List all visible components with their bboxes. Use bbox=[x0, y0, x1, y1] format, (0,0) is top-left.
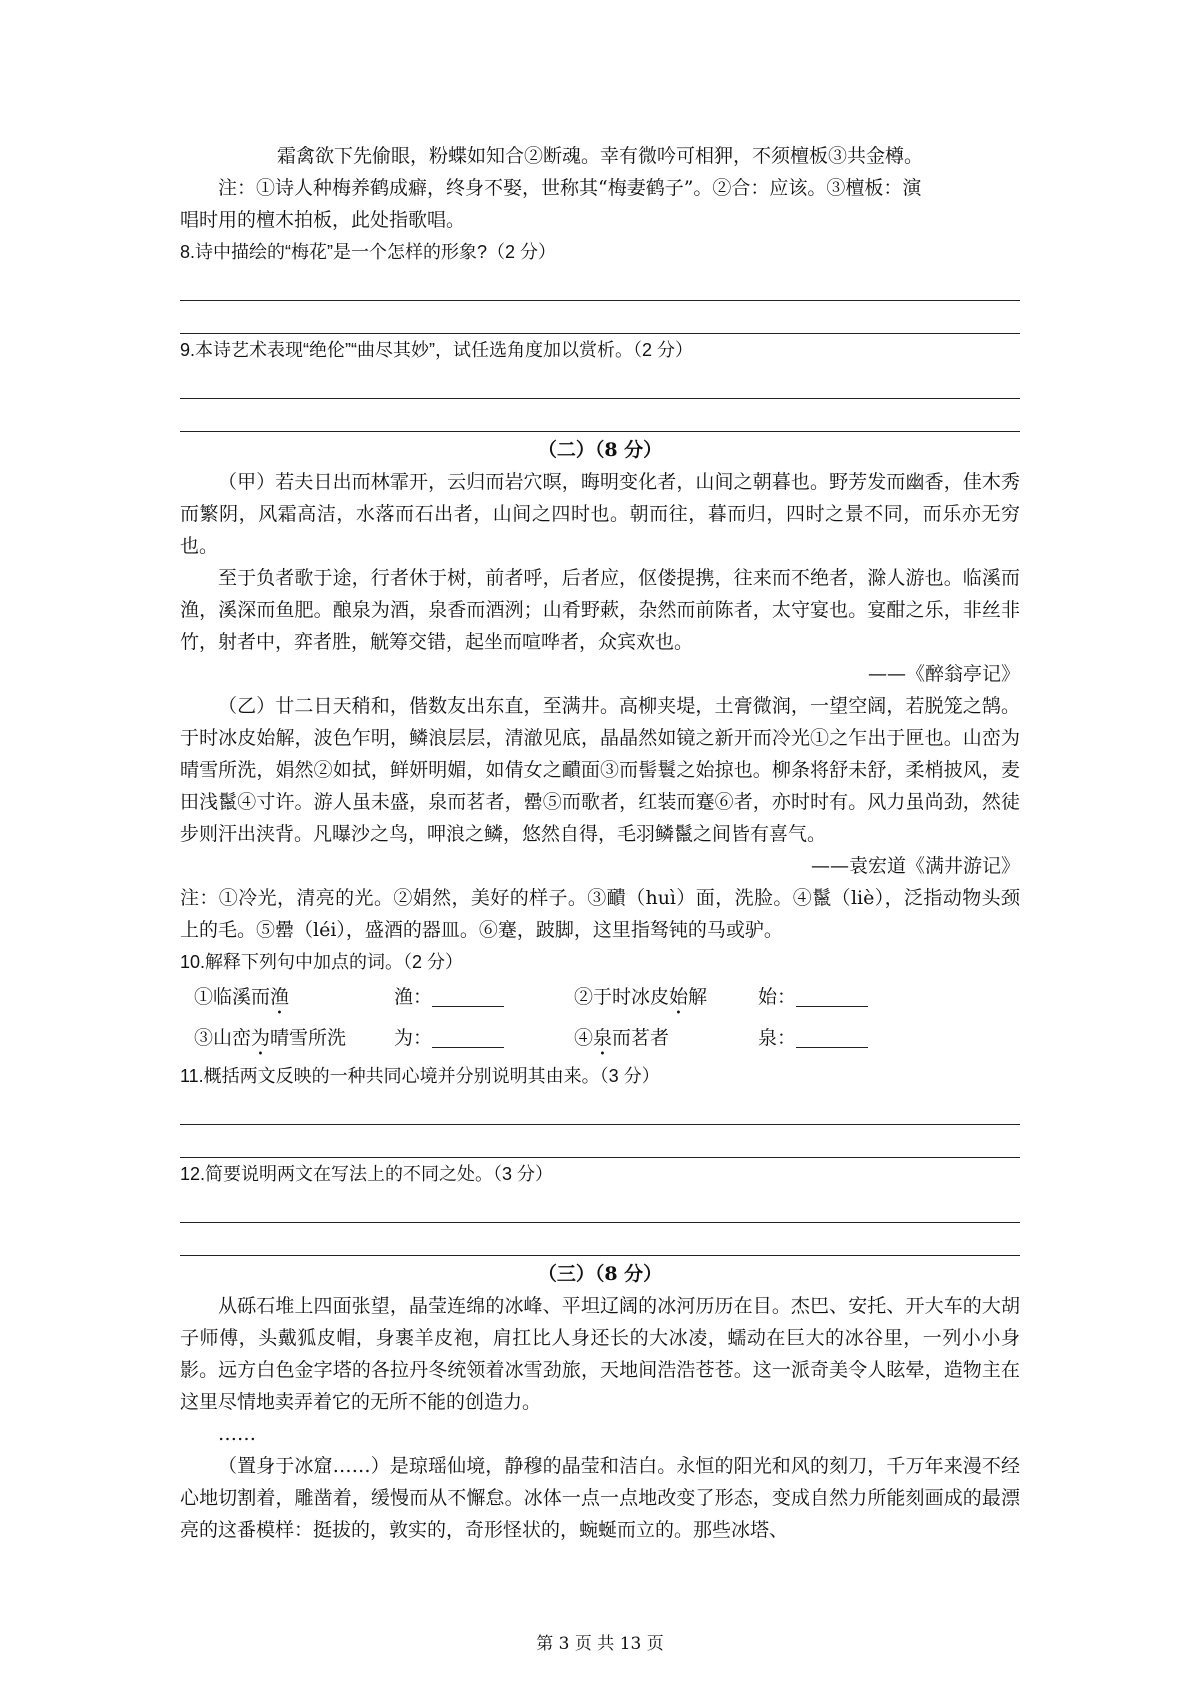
passage-3-paragraph-2: （置身于冰窟……）是琼瑶仙境，静穆的晶莹和洁白。永恒的阳光和风的刻刀，千万年来漫不经心地切割着，雕凿着，缓慢而从不懈怠。冰体一点一点地改变了形态，变成自然力所能刻画成的最漂亮的这番模样：挺拔的，敦实的，奇形怪状的，蜿蜒而立的。那些冰塔、 bbox=[180, 1455, 1020, 1541]
answer-line[interactable] bbox=[180, 366, 1020, 399]
passage-notes: 注：①冷光，清亮的光。②娟然，美好的样子。③靧（huì）面，洗脸。④鬣（liè），泛指动物头颈上的毛。⑤罍（léi），盛酒的器皿。⑥蹇，跛脚，这里指驽钝的马或驴。 bbox=[180, 887, 1020, 941]
section-2-heading: （二）（8 分） bbox=[537, 439, 663, 461]
question-12: 12.简要说明两文在写法上的不同之处。（3 分） bbox=[180, 1164, 554, 1184]
poem-last-line: 霜禽欲下先偷眼，粉蝶如知合②断魂。幸有微吟可相狎，不须檀板③共金樽。 bbox=[276, 145, 923, 167]
q10-item-4-answer: 泉： bbox=[758, 1019, 868, 1060]
q10-row-1 bbox=[180, 978, 1020, 1019]
passage-jia-paragraph-2: 至于负者歌于途，行者休于树，前者呼，后者应，伛偻提携，往来而不绝者，滁人游也。临溪而渔，溪深而鱼肥。酿泉为酒，泉香而酒洌；山肴野蔌，杂然而前陈者，太守宴也。宴酣之乐，非丝非竹，射者中，弈者胜，觥筹交错，起坐而喧哗者，众宾欢也。 bbox=[180, 567, 1020, 653]
q10-item-3-answer: 为： bbox=[394, 1019, 574, 1060]
question-10: 10.解释下列句中加点的词。（2 分） bbox=[180, 952, 464, 972]
q10-item-3-dotted-word: 为 bbox=[251, 1027, 271, 1049]
section-3-heading: （三）（8 分） bbox=[537, 1263, 663, 1285]
q10-item-1-dotted-word: 渔 bbox=[270, 986, 290, 1008]
answer-line[interactable] bbox=[180, 268, 1020, 301]
answer-blank[interactable] bbox=[432, 1025, 504, 1048]
q10-item-2-sentence: ②于时冰皮始解 bbox=[574, 986, 708, 1008]
passage-yi-paragraph: （乙）廿二日天稍和，偕数友出东直，至满井。高柳夹堤，土膏微润，一望空阔，若脱笼之鹄。于时冰皮始解，波色乍明，鳞浪层层，清澈见底，晶晶然如镜之新开而冷光①之乍出于匣也。山峦为晴雪所洗，娟然②如拭，鲜妍明媚，如倩女之靧面③而髻鬟之始掠也。柳条将舒未舒，柔梢披风，麦田浅鬣④寸许。游人虽未盛，泉而茗者，罍⑤而歌者，红装而蹇⑥者，亦时时有。风力虽尚劲，然徒步则汗出浃背。凡曝沙之鸟，呷浪之鳞，悠然自得，毛羽鳞鬣之间皆有喜气。 bbox=[180, 695, 1020, 845]
q10-item-2-dotted-word: 始 bbox=[669, 986, 689, 1008]
answer-line[interactable] bbox=[180, 1092, 1020, 1125]
q10-item-2-answer: 始： bbox=[758, 978, 868, 1019]
answer-line[interactable] bbox=[180, 301, 1020, 334]
q10-item-1-sentence: ①临溪而渔 bbox=[194, 986, 290, 1008]
answer-blank[interactable] bbox=[432, 984, 504, 1007]
answer-line[interactable] bbox=[180, 1190, 1020, 1223]
page-footer: 第 3 页 共 13 页 bbox=[536, 1634, 664, 1654]
answer-blank[interactable] bbox=[796, 984, 868, 1007]
passage-3-paragraph-1: 从砾石堆上四面张望，晶莹连绵的冰峰、平坦辽阔的冰河历历在目。杰巴、安托、开大车的大胡子师傅，头戴狐皮帽，身裹羊皮袍，肩扛比人身还长的大冰凌，蠕动在巨大的冰谷里，一列小小身影。远方白色金字塔的各拉丹冬统领着冰雪劲旅，天地间浩浩苍苍。这一派奇美令人眩晕，造物主在这里尽情地卖弄着它的无所不能的创造力。 bbox=[180, 1295, 1020, 1413]
poem-note-line-1: 注：①诗人种梅养鹤成癖，终身不娶，世称其“梅妻鹤子”。②合：应该。③檀板：演 bbox=[218, 177, 922, 199]
q10-item-4-dotted-word: 泉 bbox=[593, 1027, 613, 1049]
answer-line[interactable] bbox=[180, 1223, 1020, 1256]
passage-yi-source: ——袁宏道《满井游记》 bbox=[810, 855, 1020, 877]
question-8: 8.诗中描绘的“梅花”是一个怎样的形象?（2 分） bbox=[180, 242, 557, 262]
poem-note-line-2: 唱时用的檀木拍板，此处指歌唱。 bbox=[180, 209, 466, 231]
page-content bbox=[180, 140, 1020, 1546]
answer-blank[interactable] bbox=[796, 1025, 868, 1048]
q10-row-2 bbox=[180, 1019, 1020, 1060]
answer-line[interactable] bbox=[180, 399, 1020, 432]
answer-line[interactable] bbox=[180, 1125, 1020, 1158]
q10-item-3-sentence: ③山峦为晴雪所洗 bbox=[194, 1027, 347, 1049]
passage-3-ellipsis: …… bbox=[218, 1423, 256, 1445]
passage-jia-paragraph-1: （甲）若夫日出而林霏开，云归而岩穴暝，晦明变化者，山间之朝暮也。野芳发而幽香，佳木秀而繁阴，风霜高洁，水落而石出者，山间之四时也。朝而往，暮而归，四时之景不同，而乐亦无穷也。 bbox=[180, 471, 1020, 557]
q10-item-4-sentence: ④泉而茗者 bbox=[574, 1027, 670, 1049]
question-9: 9.本诗艺术表现“绝伦”“曲尽其妙”，试任选角度加以赏析。（2 分） bbox=[180, 340, 693, 360]
question-11: 11.概括两文反映的一种共同心境并分别说明其由来。（3 分） bbox=[180, 1066, 660, 1086]
q10-item-1-answer: 渔： bbox=[394, 978, 574, 1019]
passage-jia-source: ——《醉翁亭记》 bbox=[867, 663, 1020, 685]
